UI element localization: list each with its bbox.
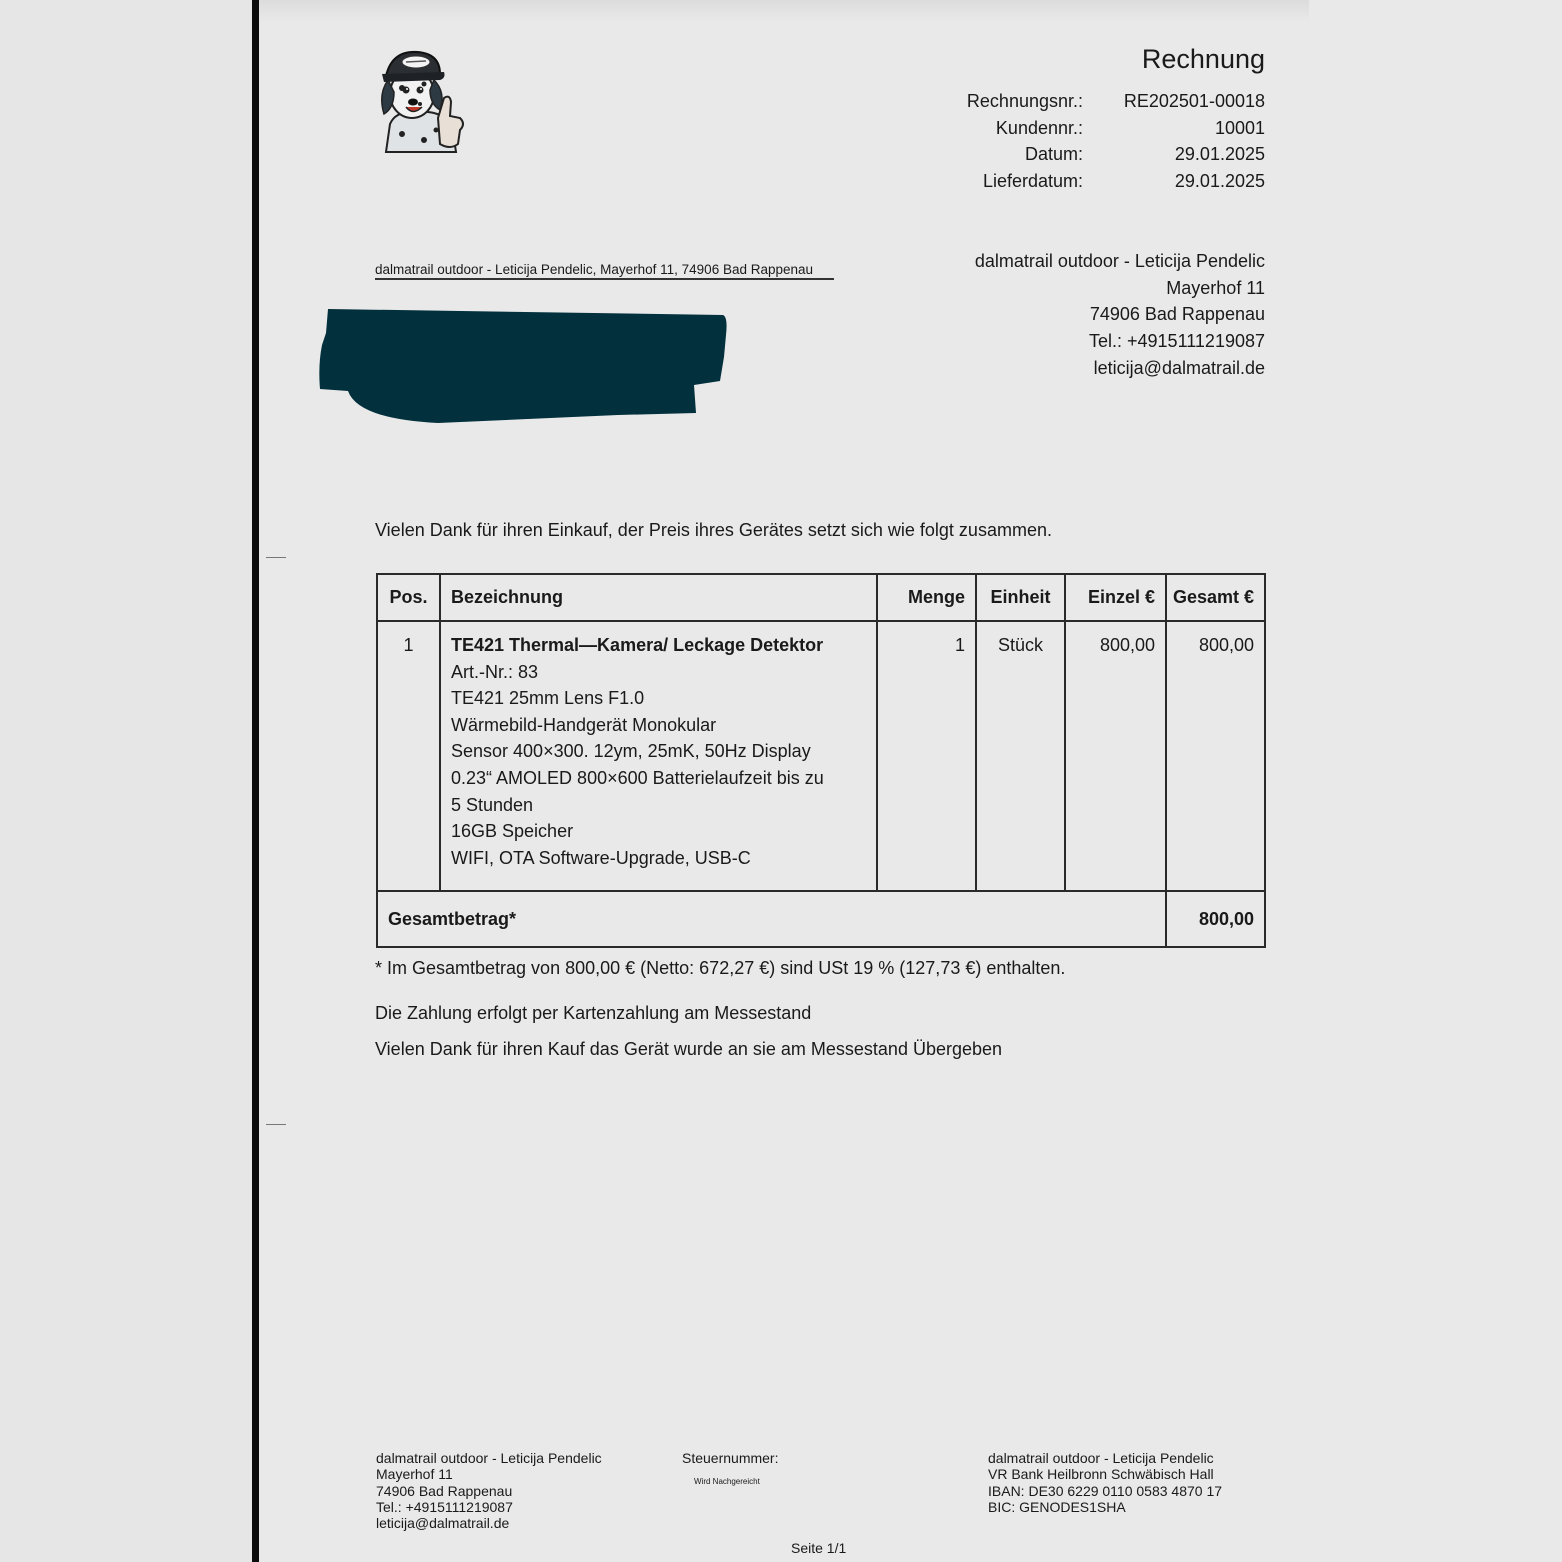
item-desc-line: Art.-Nr.: 83 <box>451 661 539 682</box>
item-description <box>440 621 877 891</box>
item-total-price: 800,00 <box>1166 621 1265 891</box>
meta-label: Lieferdatum: <box>982 171 1083 192</box>
company-email: leticija@dalmatrail.de <box>1093 357 1265 378</box>
header-pos: Pos. <box>377 574 440 621</box>
table-row <box>377 621 1265 891</box>
intro-text: Vielen Dank für ihren Einkauf, der Preis ihres Gerätes setzt sich wie folgt zusammen. <box>375 520 1052 540</box>
viewer-background <box>0 0 252 1562</box>
document-title: Rechnung <box>1141 44 1265 74</box>
page-edge-bar <box>252 0 259 1562</box>
invoice-items-table <box>376 573 1266 948</box>
table-header-row <box>377 574 1265 621</box>
tax-note: * Im Gesamtbetrag von 800,00 € (Netto: 672,27 €) sind USt 19 % (127,73 €) enthalten. <box>375 958 1066 978</box>
footer-line: BIC: GENODES1SHA <box>988 1498 1126 1515</box>
footer-bank <box>988 1450 1222 1515</box>
invoice-meta-values <box>1124 88 1265 195</box>
item-desc-line: Wärmebild-Handgerät Monokular <box>451 714 717 735</box>
footer-tax-value: Wird Nachgereicht <box>694 1477 760 1487</box>
sender-address-line: dalmatrail outdoor - Leticija Pendelic, Mayerhof 11, 74906 Bad Rappenau <box>375 262 834 280</box>
item-desc-line: TE421 25mm Lens F1.0 <box>451 688 645 709</box>
meta-label: Datum: <box>1024 144 1083 165</box>
item-title: TE421 Thermal—Kamera/ Leckage Detektor <box>451 635 824 655</box>
item-desc-line: WIFI, OTA Software-Upgrade, USB-C <box>451 847 751 868</box>
item-desc-line: 5 Stunden <box>451 794 534 815</box>
invoice-number: RE202501-00018 <box>1123 91 1265 111</box>
company-phone: Tel.: +4915111219087 <box>1089 331 1265 352</box>
footer-line: IBAN: DE30 6229 0110 0583 4870 17 <box>988 1482 1223 1499</box>
delivery-date: 29.01.2025 <box>1174 171 1265 192</box>
item-unit-price: 800,00 <box>1065 621 1166 891</box>
customer-number: 10001 <box>1214 117 1265 138</box>
header-einzel: Einzel € <box>1065 574 1166 621</box>
item-pos: 1 <box>377 621 440 891</box>
footer-line: Tel.: +4915111219087 <box>376 1498 513 1515</box>
fold-mark <box>266 557 286 558</box>
company-name: dalmatrail outdoor - Leticija Pendelic <box>974 251 1265 271</box>
footer-line: VR Bank Heilbronn Schwäbisch Hall <box>988 1466 1214 1483</box>
footer-tax <box>682 1450 778 1491</box>
item-desc-line: 16GB Speicher <box>451 821 574 842</box>
item-desc-line: Sensor 400×300. 12ym, 25mK, 50Hz Display <box>451 741 811 762</box>
redacted-recipient-address <box>318 305 728 427</box>
meta-label: Rechnungsnr.: <box>966 91 1083 111</box>
item-quantity: 1 <box>877 621 976 891</box>
company-street: Mayerhof 11 <box>1166 277 1265 298</box>
thanks-note: Vielen Dank für ihren Kauf das Gerät wurde an sie am Messestand Übergeben <box>375 1039 1003 1059</box>
header-menge: Menge <box>877 574 976 621</box>
footer-line: leticija@dalmatrail.de <box>376 1515 510 1532</box>
item-desc-line: 0.23“ AMOLED 800×600 Batterielaufzeit bis zu <box>451 767 824 788</box>
total-row <box>377 891 1265 947</box>
total-value: 800,00 <box>1166 891 1265 947</box>
header-bezeichnung: Bezeichnung <box>440 574 877 621</box>
invoice-meta-labels <box>967 88 1083 195</box>
footer-address <box>376 1450 602 1531</box>
footer-line: dalmatrail outdoor - Leticija Pendelic <box>376 1450 602 1466</box>
footer-line: Mayerhof 11 <box>376 1466 453 1483</box>
page-number: Seite 1/1 <box>791 1540 847 1556</box>
header-einheit: Einheit <box>976 574 1065 621</box>
header-gesamt: Gesamt € <box>1166 574 1265 621</box>
dalmatian-mascot-logo-icon <box>372 44 468 158</box>
footer-tax-label: Steuernummer: <box>682 1450 779 1466</box>
footer-line: 74906 Bad Rappenau <box>376 1482 513 1499</box>
payment-note: Die Zahlung erfolgt per Kartenzahlung am Messestand <box>375 1003 812 1023</box>
invoice-date: 29.01.2025 <box>1174 144 1265 165</box>
item-unit: Stück <box>976 621 1065 891</box>
company-address-block <box>975 248 1265 382</box>
page-top-shadow <box>259 0 1309 22</box>
company-city: 74906 Bad Rappenau <box>1089 304 1265 325</box>
meta-label: Kundennr.: <box>995 117 1083 138</box>
footer-line: dalmatrail outdoor - Leticija Pendelic <box>988 1450 1214 1466</box>
total-label: Gesamtbetrag* <box>377 891 1166 947</box>
fold-mark <box>266 1124 286 1125</box>
